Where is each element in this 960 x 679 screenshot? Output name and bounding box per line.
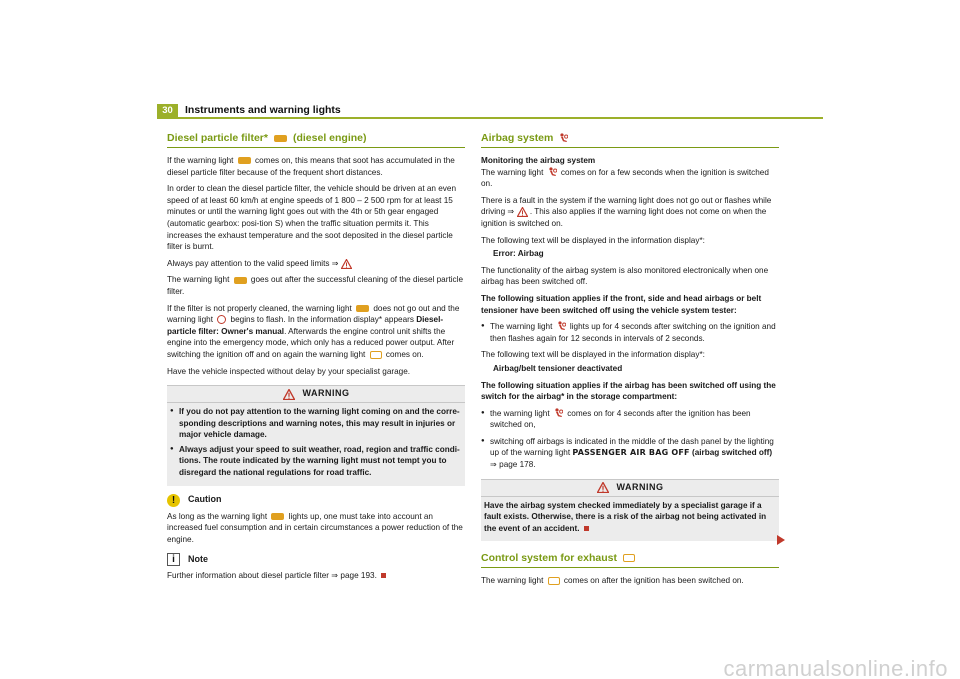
right-column [481,131,779,592]
airbag-bullet-1: ● The warning light lights up for 4 seconds after switching on the ignition and then flashes again for 12 seconds in intervals of 2 seconds. [481,321,779,344]
dpf-heading [167,131,465,148]
deactivated-text: Airbag/belt tensioner deactivated [493,363,623,373]
exhaust-heading [481,551,779,568]
airbag-heading [481,131,779,148]
dpf-para-1: If the warning light comes on, this means that soot has accumulated in the diesel particle filter because of the frequent short distances. [167,156,455,177]
airbag-fault-text: There is a fault in the system if the warning light does not go out or flashes while driving ⇒ . This also applies if the warning light does not come on when the ignition is switched on. [481,195,772,228]
warning-header [167,386,465,403]
dpf-para-3: Always pay attention to the valid speed limits ⇒ [167,258,465,270]
warning-box-dpf [167,385,465,486]
engine-lamp-icon [623,554,635,562]
end-mark-icon [381,573,386,578]
airbag-mon-text: The warning light comes on for a few seconds when the ignition is switched on. [481,167,769,189]
next-page-arrow-icon[interactable] [777,535,785,545]
dpf-lamp-icon [271,513,284,520]
caution-text: As long as the warning light lights up, one must take into account an increased fuel consumption and in certain circumstances a power reduction of the engine. [167,511,463,544]
display-text-2: The following text will be displayed in the information display*: [481,350,705,360]
running-title: Instruments and warning lights [185,104,341,116]
error-airbag-text: Error: Airbag [493,249,544,259]
warning-triangle-icon [341,259,352,269]
warning-header [481,480,779,497]
caution-header [167,494,465,507]
warning-triangle-icon [283,389,295,400]
situation-2: The following situation applies if the airbag has been switched off using the switch for the airbag* in the storage compartment: [481,380,776,402]
display-text: The following text will be displayed in the information display*: [481,235,705,245]
warning-bullet: ● Always adjust your speed to suit weather, road, region and traffic condi-tions. The route indicated by the warning light must not tempt you to disregard the national regulations for road traffic. [170,444,462,479]
end-mark-icon [584,526,589,531]
exhaust-text: The warning light comes on after the ignition has been switched on. [481,576,744,586]
dpf-title: Diesel particle filter* [167,132,268,144]
airbag-icon [548,167,557,178]
note-icon: i [167,553,180,566]
airbag-icon [554,408,563,419]
watermark: carmanualsonline.info [723,656,948,679]
caution-icon: ! [167,494,180,507]
warning-triangle-icon [517,207,528,217]
engine-lamp-icon [548,577,560,585]
warning-triangle-icon [597,482,609,493]
dpf-display-text: Diesel-particle filter: Owner's manual [167,315,444,336]
page-number: 30 [157,104,178,117]
dpf-para-4: The warning light goes out after the successful cleaning of the diesel particle filter. [167,275,464,296]
dpf-para-2: In order to clean the diesel particle filter, the vehicle should be driven at an even speed of at least 60 km/h at engine speeds of 1 800 – 2 500 rpm for at least 15 minutes or until the warning light goes out with the 4th or 5th gear engaged (automatic gearbox: posi-tion S) when the traffic situation permits it. This increases the exhaust temperature and the soot deposited in the diesel particle filter is burnt. [167,184,457,252]
warning-bullet: ● If you do not pay attention to the warning light coming on and the corre-sponding descriptions and warning notes, this may result in injuries or major vehicle damage. [170,406,462,441]
warning-box-airbag [481,479,779,542]
warning-label: WARNING [616,481,664,492]
dpf-lamp-icon [238,157,251,164]
dpf-lamp-icon [356,305,369,312]
airbag-title: Airbag system [481,132,554,144]
header-rule [157,117,823,119]
airbag-off-label: PASSENGER AIR BAG OFF [572,448,690,458]
note-label: Note [188,554,208,565]
electronic-monitor-text: The functionality of the airbag system is also monitored electronically when one airbag has been switched off. [481,265,769,287]
airbag-monitoring-heading: Monitoring the airbag system [481,156,596,165]
warning-text: Have the airbag system checked immediately by a specialist garage if a fault exists. Otherwise, there is a risk of the airbag not being activated in the event of an accident. [484,500,767,533]
caution-label: Caution [188,494,222,505]
note-text: Further information about diesel particle filter ⇒ page 193. [167,570,465,582]
dpf-lamp-icon [274,135,287,142]
dpf-lamp-icon [234,277,247,284]
airbag-icon [557,321,566,332]
dpf-title-suffix: (diesel engine) [292,132,367,144]
airbag-bullet-2: ● the warning light comes on for 4 seconds after the ignition has been switched on, [481,408,779,431]
engine-lamp-icon [370,351,382,359]
situation-1: The following situation applies if the front, side and head airbags or belt tensioner have been switched off using the vehicle system tester: [481,293,762,315]
airbag-icon [559,133,568,144]
dpf-para-5: If the filter is not properly cleaned, the warning light does not go out and the warning light begins to flash. In the information display* appears Diesel-particle filter: Owner's manual. Afterwards the engine control unit shifts the engine into the emergency mode, which only has a reduced power output. After switching the ignition off and on again the warning light comes on. [167,303,460,359]
exhaust-title: Control system for exhaust [481,552,617,565]
preglow-lamp-icon [217,315,226,324]
airbag-bullet-3: ● switching off airbags is indicated in the middle of the dash panel by the lighting up of the warning light PASSENGER AIR BAG OFF (airbag switched off) ⇒ page 178. [481,436,779,471]
left-column [167,131,465,587]
note-header [167,553,465,566]
dpf-para-6: Have the vehicle inspected without delay by your specialist garage. [167,366,411,376]
warning-label: WARNING [302,388,350,399]
